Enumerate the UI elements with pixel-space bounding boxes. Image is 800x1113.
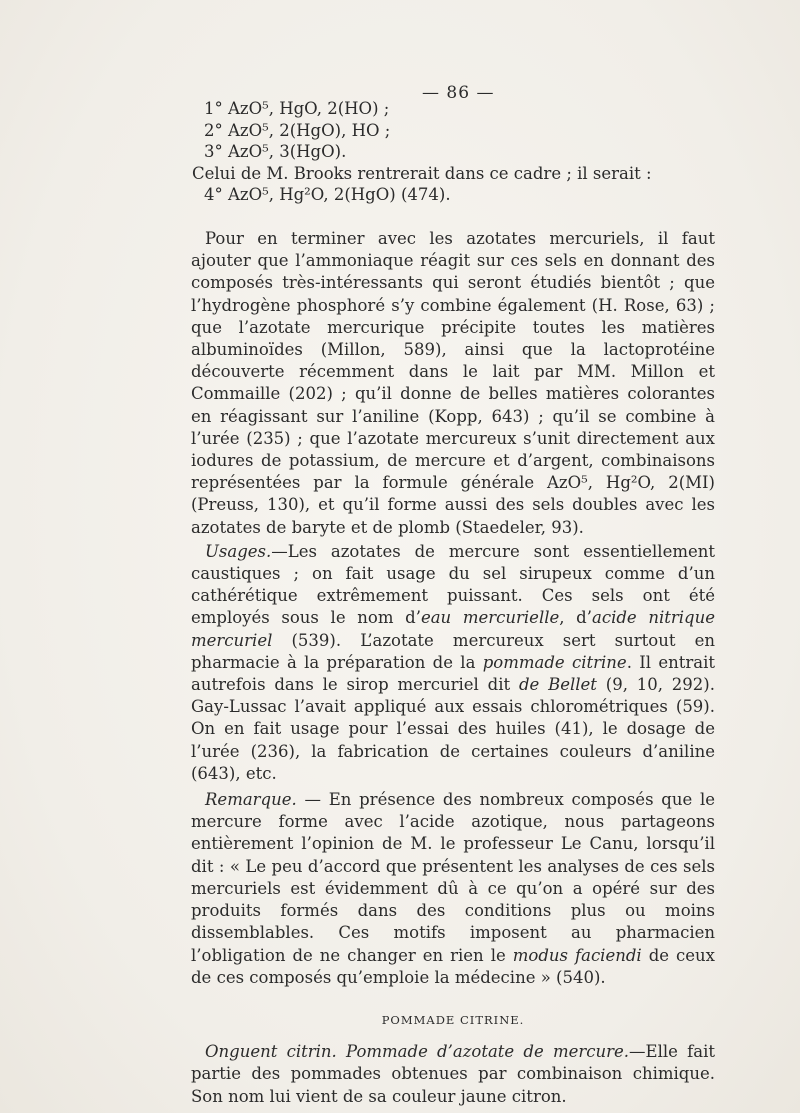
formula-2: 2° AzO⁵, 2(HgO), HO ;	[204, 120, 391, 140]
paragraph-onguent: Onguent citrin. Pommade d’azotate de mercure.—Elle fait partie des pommades obtenues par combinaison chimique. Son nom lui vient de sa couleur jaune citron.	[191, 1042, 715, 1106]
remarque-label: Remarque.	[205, 790, 297, 810]
formula-3: 3° AzO⁵, 3(HgO).	[204, 142, 347, 161]
paragraph-usages: Usages.—Les azotates de mercure sont essentiellement caustiques ; on fait usage du sel sirupeux comme d’un cathérétique extrêmement puissant. Ces sels ont été employés sous le nom d’eau mercurielle, d’acide nitrique mercuriel (539). L’azotate mercureux sert surtout en pharmacie à la préparation de la pommade citrine. Il entrait autrefois dans le sirop mercuriel dit de Bellet (9, 10, 292). Gay-Lussac l’avait appliqué aux essais chlorométriques (59). On en fait usage pour l’essai des huiles (41), le dosage de l’urée (236), la fabrication de certaines couleurs d’aniline (643), etc.	[191, 541, 715, 783]
page-number: — 86 —	[422, 83, 495, 103]
section-heading: POMMADE CITRINE.	[381, 1012, 525, 1027]
paragraph-ammoniaque: Pour en terminer avec les azotates mercuriels, il faut ajouter que l’ammoniaque réagit sur ces sels en donnant des composés très-intéressants qui seront étudiés bientôt ; que l’hydrogène phosphoré s’y combine également (H. Rose, 63) ; que l’azotate mercurique précipite toutes les matières albuminoïdes (Millon, 589), ainsi que la lactoprotéine découverte récemment dans le lait par MM. Millon et Commaille (202) ; qu’il donne de belles matières colorantes en réagissant sur l’aniline (Kopp, 643) ; qu’il se combine à l’urée (235) ; que l’azotate mercureux s’unit directement aux iodures de potassium, de mercure et d’argent, combinaisons représentées par la formule générale AzO⁵, Hg²O, 2(MI) (Preuss, 130), et qu’il forme aussi des sels doubles avec les azotates de baryte et de plomb (Staedeler, 93).	[191, 229, 715, 537]
usages-label: Usages.	[205, 541, 272, 561]
brooks-sentence: Celui de M. Brooks rentrerait dans ce cadre ; il serait :	[192, 163, 652, 183]
formula-4: 4° AzO⁵, Hg²O, 2(HgO) (474).	[204, 185, 451, 204]
paragraph-remarque: Remarque. — En présence des nombreux composés que le mercure forme avec l’acide azotique, nous partageons entièrement l’opinion de M. le professeur Le Canu, lorsqu’il dit : « Le peu d’accord que présentent les analyses de ces sels mercuriels est évidemment dû à ce qu’on a opéré sur des produits formés dans des conditions plus ou moins dissemblables. Ces motifs imposent au pharmacien l’obligation de ne changer en rien le modus faciendi de ceux de ces composés qu’emploie la médecine » (540).	[191, 790, 715, 987]
formula-list	[192, 98, 712, 206]
main-text	[191, 228, 715, 1108]
formula-1: 1° AzO⁵, HgO, 2(HO) ;	[204, 99, 390, 118]
